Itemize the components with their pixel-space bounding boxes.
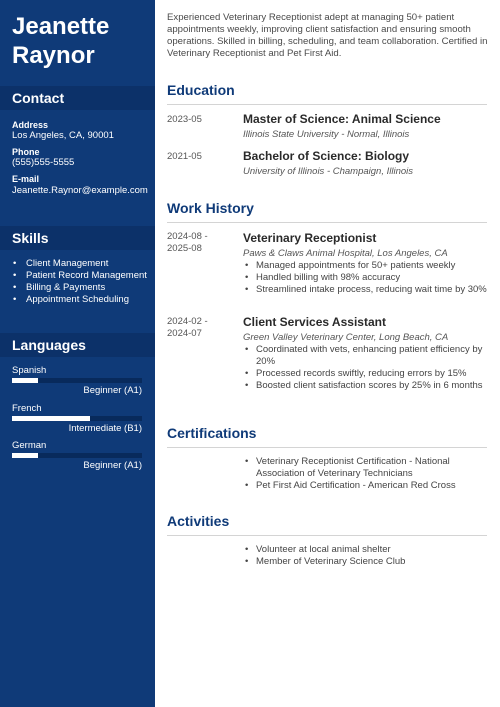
activity-item: • Volunteer at local animal shelter — [243, 544, 493, 556]
education-degree: Bachelor of Science: Biology — [243, 149, 410, 163]
skills-list — [12, 258, 152, 306]
section-divider — [167, 222, 487, 223]
phone-label: Phone — [12, 147, 40, 157]
job-bullets — [243, 260, 493, 296]
language-proficiency-bar — [12, 378, 142, 383]
phone-value: (555)555-5555 — [12, 157, 75, 168]
job-bullet: • Managed appointments for 50+ patients weekly — [243, 260, 493, 272]
last-name: Raynor — [12, 42, 95, 69]
work-date-end: 2024-07 — [167, 328, 202, 339]
education-school: Illinois State University - Normal, Illinois — [243, 129, 410, 140]
skill-item: • Appointment Scheduling — [12, 294, 152, 306]
section-divider — [167, 104, 487, 105]
job-bullet: • Handled billing with 98% accuracy — [243, 272, 493, 284]
language-proficiency-fill — [12, 378, 38, 383]
education-school: University of Illinois - Champaign, Illinois — [243, 166, 414, 177]
language-name: French — [12, 403, 42, 414]
education-heading: Education — [167, 82, 235, 98]
address-label: Address — [12, 120, 49, 130]
job-company: Paws & Claws Animal Hospital, Los Angeles, CA — [243, 248, 448, 259]
work-date-start: 2024-02 - — [167, 316, 208, 327]
language-level: Beginner (A1) — [83, 460, 142, 471]
work-date-start: 2024-08 - — [167, 231, 208, 242]
education-date: 2023-05 — [167, 114, 202, 125]
skill-item: • Client Management — [12, 258, 152, 270]
first-name: Jeanette — [12, 13, 110, 40]
language-proficiency-fill — [12, 453, 38, 458]
main-content — [155, 0, 500, 707]
skills-heading: Skills — [0, 226, 155, 250]
work-date — [167, 316, 237, 340]
certification-item: • Veterinary Receptionist Certification - National Association of Veterinary Technicians — [243, 456, 493, 480]
job-bullet: • Streamlined intake process, reducing wait time by 30% — [243, 284, 493, 296]
job-title: Veterinary Receptionist — [243, 231, 377, 245]
work-date — [167, 231, 237, 255]
language-item — [12, 365, 142, 397]
skill-item: • Billing & Payments — [12, 282, 152, 294]
address-value: Los Angeles, CA, 90001 — [12, 130, 114, 141]
email-value[interactable]: Jeanette.Raynor@example.com — [12, 185, 148, 196]
professional-summary: Experienced Veterinary Receptionist adept at managing 50+ patient appointments weekly, improving client satisfaction and ensuring smooth operations. Skilled in billing, scheduling, and team collaboration. Certified in Veterinary Receptionist and Pet First Aid. — [167, 12, 488, 59]
language-item — [12, 403, 142, 435]
job-bullet: • Processed records swiftly, reducing errors by 15% — [243, 368, 493, 380]
work-history-heading: Work History — [167, 200, 254, 216]
education-date: 2021-05 — [167, 151, 202, 162]
section-divider — [167, 447, 487, 448]
education-degree: Master of Science: Animal Science — [243, 112, 441, 126]
sidebar — [0, 0, 155, 707]
language-name: German — [12, 440, 47, 451]
candidate-name — [12, 12, 152, 70]
job-bullet: • Coordinated with vets, enhancing patient efficiency by 20% — [243, 344, 493, 368]
contact-heading: Contact — [0, 86, 155, 110]
language-name: Spanish — [12, 365, 47, 376]
skill-item: • Patient Record Management — [12, 270, 152, 282]
languages-heading: Languages — [0, 333, 155, 357]
email-label: E-mail — [12, 174, 40, 184]
section-divider — [167, 535, 487, 536]
certification-item: • Pet First Aid Certification - American Red Cross — [243, 480, 493, 492]
job-company: Green Valley Veterinary Center, Long Beach, CA — [243, 332, 449, 343]
language-level: Intermediate (B1) — [68, 423, 142, 434]
job-bullet: • Boosted client satisfaction scores by 25% in 6 months — [243, 380, 493, 392]
activity-item: • Member of Veterinary Science Club — [243, 556, 493, 568]
job-title: Client Services Assistant — [243, 315, 386, 329]
job-bullets — [243, 344, 493, 392]
activities-list — [243, 544, 493, 568]
work-date-end: 2025-08 — [167, 243, 202, 254]
language-proficiency-fill — [12, 416, 90, 421]
certifications-list — [243, 456, 493, 492]
language-proficiency-bar — [12, 416, 142, 421]
language-item — [12, 440, 142, 472]
activities-heading: Activities — [167, 513, 230, 529]
certifications-heading: Certifications — [167, 425, 257, 441]
language-proficiency-bar — [12, 453, 142, 458]
language-level: Beginner (A1) — [83, 385, 142, 396]
